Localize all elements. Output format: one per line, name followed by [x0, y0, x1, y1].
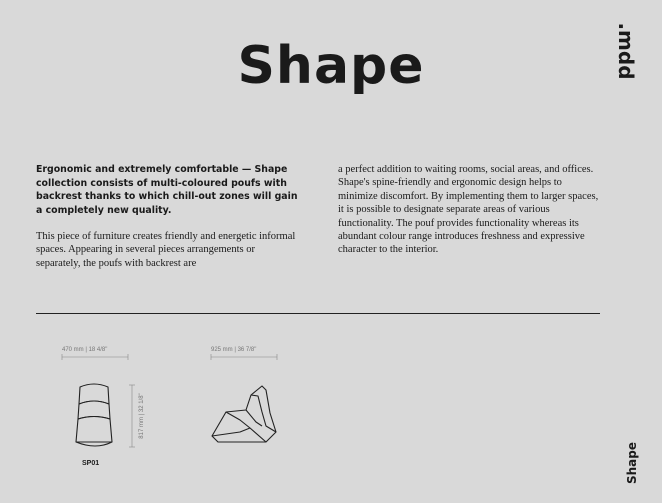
width-dimension-line	[62, 354, 128, 360]
pouf-front-view-drawing	[76, 384, 112, 446]
depth-dimension-line	[211, 354, 277, 360]
intro-lead-paragraph: Ergonomic and extremely comfortable — Shape collection consists of multi-coloured poufs with backrest thanks to which chill-out zones will gain a completely new quality.	[36, 164, 298, 216]
page-title: Shape	[237, 36, 425, 96]
brand-logo-text: .mdd	[614, 22, 638, 80]
height-dimension-line	[129, 385, 135, 447]
footer-collection-label	[622, 440, 642, 486]
height-dimension-label: 817 mm | 32 1/8"	[139, 393, 145, 439]
width-dimension-label: 470 mm | 18 4/8"	[62, 347, 108, 353]
intro-body-left: This piece of furniture creates friendly and energetic informal spaces. Appearing in several pieces arrangements or separately, the poufs with backrest are	[36, 231, 296, 269]
footer-collection-label-text: Shape	[625, 441, 639, 485]
product-code-label: SP01	[82, 460, 100, 467]
pouf-side-view-drawing	[212, 386, 276, 442]
intro-body-right: a perfect addition to waiting rooms, social areas, and offices. Shape's spine-friendly and ergonomic design helps to minimize discomfort. By implementing them to larger spaces, it is possible to designate separate areas of various functionality. The pouf provides functionality whereas its abundant colour range introduces freshness and expressive character to the interior.	[338, 164, 599, 256]
depth-dimension-label: 925 mm | 36 7/8"	[211, 347, 257, 353]
